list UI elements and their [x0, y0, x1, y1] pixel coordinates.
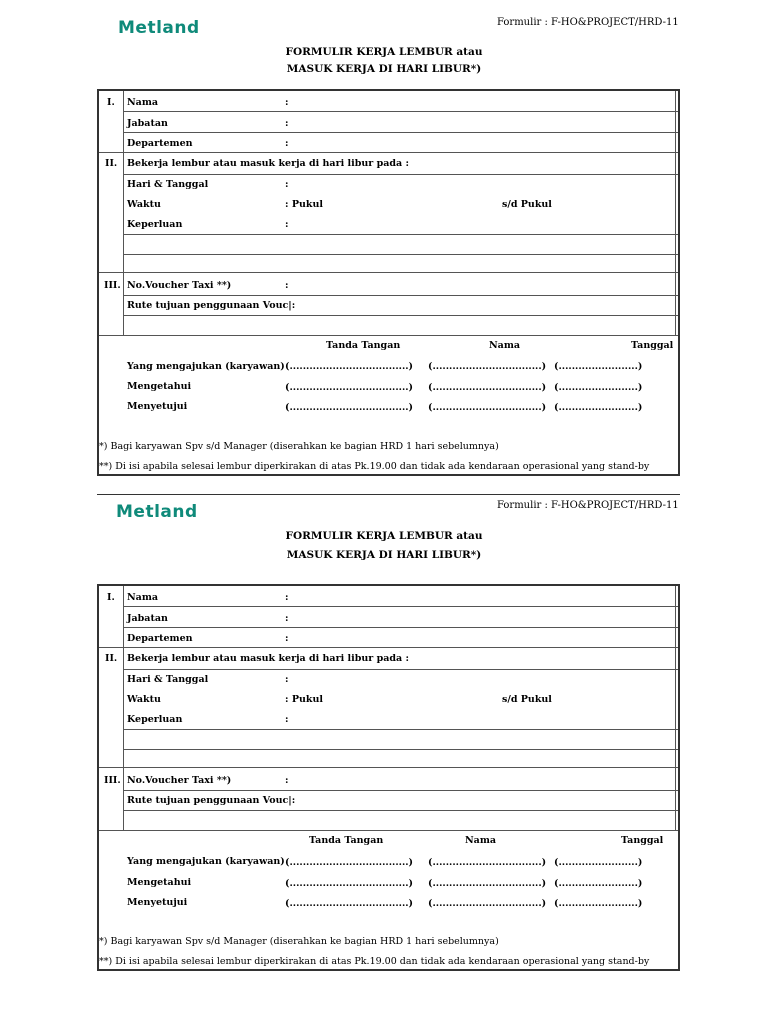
voucher-field[interactable]: :: [285, 775, 289, 786]
waktu-label: Waktu: [127, 694, 161, 705]
departemen-label: Departemen: [127, 138, 193, 149]
form-title-line2: MASUK KERJA DI HARI LIBUR*): [286, 549, 482, 561]
nama-label: Nama: [127, 592, 159, 603]
hari-tanggal-label: Hari & Tanggal: [127, 674, 209, 685]
metland-logo: Metland: [118, 18, 200, 38]
rute-label: Rute tujuan penggunaan Vouc|:: [127, 795, 296, 806]
departemen-label: Departemen: [127, 633, 193, 644]
nama-label: Nama: [127, 97, 159, 108]
col-nama: Nama: [489, 340, 521, 351]
footnote-1: *) Bagi karyawan Spv s/d Manager (diserahkan ke bagian HRD 1 hari sebelumnya): [99, 936, 499, 947]
name-field[interactable]: (.................................): [428, 382, 547, 393]
form-title-line1: FORMULIR KERJA LEMBUR atau: [285, 530, 483, 542]
name-field[interactable]: (.................................): [428, 857, 547, 868]
section-numeral-1: I.: [107, 97, 115, 108]
keperluan-label: Keperluan: [127, 714, 183, 725]
signature-field[interactable]: (....................................): [285, 382, 414, 393]
date-field[interactable]: (........................): [554, 402, 643, 413]
section-numeral-2: II.: [105, 653, 118, 664]
date-field[interactable]: (........................): [554, 361, 643, 372]
departemen-field[interactable]: :: [285, 138, 289, 149]
nama-field[interactable]: :: [285, 592, 289, 603]
signature-field[interactable]: (....................................): [285, 878, 414, 889]
date-field[interactable]: (........................): [554, 382, 643, 393]
form-title-line1: FORMULIR KERJA LEMBUR atau: [285, 46, 483, 58]
rute-label: Rute tujuan penggunaan Vouc|:: [127, 300, 296, 311]
form-code: Formulir : F-HO&PROJECT/HRD-11: [497, 500, 679, 511]
metland-logo: Metland: [116, 502, 198, 522]
signer-label-pengaju: Yang mengajukan (karyawan): [127, 856, 285, 867]
name-field[interactable]: (.................................): [428, 898, 547, 909]
date-field[interactable]: (........................): [554, 878, 643, 889]
col-tanda-tangan: Tanda Tangan: [309, 835, 384, 846]
name-field[interactable]: (.................................): [428, 361, 547, 372]
keperluan-field[interactable]: :: [285, 714, 289, 725]
jabatan-label: Jabatan: [127, 613, 168, 624]
signer-label-menyetujui: Menyetujui: [127, 897, 188, 908]
section2-heading: Bekerja lembur atau masuk kerja di hari libur pada :: [127, 158, 410, 169]
hari-tanggal-field[interactable]: :: [285, 179, 289, 190]
keperluan-label: Keperluan: [127, 219, 183, 230]
section-numeral-2: II.: [105, 158, 118, 169]
col-tanda-tangan: Tanda Tangan: [326, 340, 401, 351]
form-divider: [97, 494, 680, 495]
date-field[interactable]: (........................): [554, 898, 643, 909]
form-code: Formulir : F-HO&PROJECT/HRD-11: [497, 17, 679, 28]
signer-label-pengaju: Yang mengajukan (karyawan): [127, 361, 285, 372]
nama-field[interactable]: :: [285, 97, 289, 108]
waktu-start-field[interactable]: : Pukul: [285, 694, 323, 705]
keperluan-field[interactable]: :: [285, 219, 289, 230]
col-tanggal: Tanggal: [631, 340, 674, 351]
waktu-end-field[interactable]: s/d Pukul: [502, 694, 552, 705]
hari-tanggal-field[interactable]: :: [285, 674, 289, 685]
signer-label-mengetahui: Mengetahui: [127, 381, 192, 392]
col-nama: Nama: [465, 835, 497, 846]
signature-field[interactable]: (....................................): [285, 361, 414, 372]
section2-heading: Bekerja lembur atau masuk kerja di hari libur pada :: [127, 653, 410, 664]
jabatan-label: Jabatan: [127, 118, 168, 129]
signature-field[interactable]: (....................................): [285, 402, 414, 413]
hari-tanggal-label: Hari & Tanggal: [127, 179, 209, 190]
col-tanggal: Tanggal: [621, 835, 664, 846]
date-field[interactable]: (........................): [554, 857, 643, 868]
form-title-line2: MASUK KERJA DI HARI LIBUR*): [286, 63, 482, 75]
footnote-2: **) Di isi apabila selesai lembur diperkirakan di atas Pk.19.00 dan tidak ada kendaraan operasional yang stand-by: [99, 956, 650, 967]
name-field[interactable]: (.................................): [428, 878, 547, 889]
signer-label-menyetujui: Menyetujui: [127, 401, 188, 412]
footnote-1: *) Bagi karyawan Spv s/d Manager (diserahkan ke bagian HRD 1 hari sebelumnya): [99, 441, 499, 452]
footnote-2: **) Di isi apabila selesai lembur diperkirakan di atas Pk.19.00 dan tidak ada kendaraan operasional yang stand-by: [99, 461, 650, 472]
voucher-label: No.Voucher Taxi **): [127, 280, 232, 291]
waktu-label: Waktu: [127, 199, 161, 210]
jabatan-field[interactable]: :: [285, 613, 289, 624]
section-numeral-1: I.: [107, 592, 115, 603]
waktu-start-field[interactable]: : Pukul: [285, 199, 323, 210]
section-numeral-3: III.: [104, 775, 121, 786]
voucher-field[interactable]: :: [285, 280, 289, 291]
form-table: [97, 584, 680, 971]
signature-field[interactable]: (....................................): [285, 898, 414, 909]
name-field[interactable]: (.................................): [428, 402, 547, 413]
departemen-field[interactable]: :: [285, 633, 289, 644]
jabatan-field[interactable]: :: [285, 118, 289, 129]
form-table: [97, 89, 680, 476]
voucher-label: No.Voucher Taxi **): [127, 775, 232, 786]
waktu-end-field[interactable]: s/d Pukul: [502, 199, 552, 210]
signer-label-mengetahui: Mengetahui: [127, 877, 192, 888]
signature-field[interactable]: (....................................): [285, 857, 414, 868]
section-numeral-3: III.: [104, 280, 121, 291]
